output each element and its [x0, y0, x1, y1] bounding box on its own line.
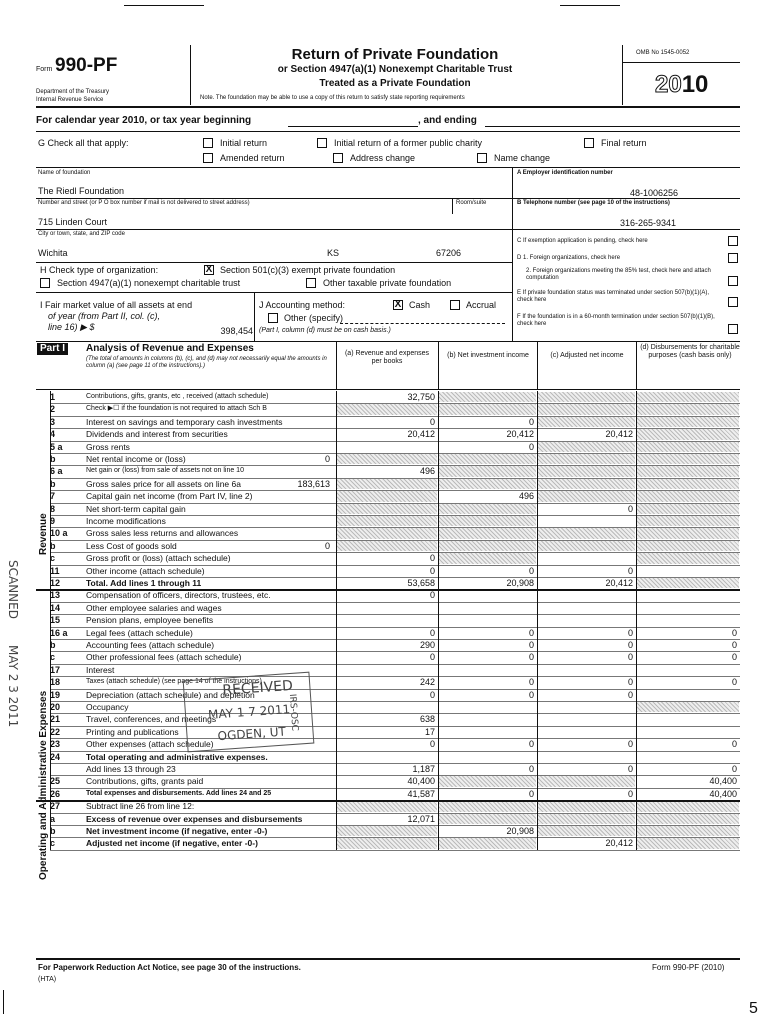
cell-col-b: 0 — [528, 739, 534, 750]
shaded-cell — [637, 429, 739, 439]
row-line-number: b — [50, 454, 56, 464]
shaded-cell — [337, 404, 437, 414]
h-4947-label: Section 4947(a)(1) nonexempt charitable trust — [57, 278, 241, 288]
row-description: Subtract line 26 from line 12: — [86, 801, 195, 812]
cell-col-b: 0 — [528, 764, 534, 774]
part1-title-note: (The total of amounts in columns (b), (c), and (d) may not necessarily equal the amounts in column (a) (see page 11 of the instructions).) — [86, 356, 327, 369]
shaded-cell — [637, 528, 739, 538]
amended-return-checkbox[interactable] — [203, 153, 213, 163]
row-description: Total expenses and disbursements. Add lines 24 and 25 — [86, 789, 272, 797]
amended-return-label: Amended return — [220, 153, 285, 163]
street-value: 715 Linden Court — [38, 217, 108, 227]
cell-col-a: 0 — [429, 739, 435, 750]
cell-col-a: 12,071 — [407, 813, 435, 824]
cell-col-d: 40,400 — [709, 776, 737, 787]
row-line-number: 11 — [50, 565, 60, 576]
j-other-label: Other (specify) — [284, 313, 344, 323]
cell-col-a: 32,750 — [407, 392, 435, 402]
row-description: Other professional fees (attach schedule) — [86, 652, 242, 663]
part1-title: Analysis of Revenue and Expenses — [86, 343, 254, 354]
dept-line1: Department of the Treasury — [36, 89, 110, 95]
i-value: 398,454 — [220, 326, 253, 336]
shaded-cell — [439, 404, 536, 414]
shaded-cell — [637, 442, 739, 452]
row-line-number: 16 a — [50, 627, 68, 638]
row-description: Depreciation (attach schedule) and depletion — [86, 689, 255, 700]
shaded-cell — [439, 454, 536, 464]
and-ending-label: , and ending — [418, 115, 477, 126]
h-501c3-checkbox[interactable]: X — [205, 264, 213, 275]
shaded-cell — [637, 404, 739, 414]
cell-col-d: 0 — [731, 640, 737, 650]
phone-label: B Telephone number (see page 10 of the instructions) — [517, 200, 670, 206]
row-description: Other employee salaries and wages — [86, 602, 222, 613]
row-line-number: c — [50, 652, 56, 663]
row-description: Add lines 13 through 23 — [86, 764, 176, 774]
row-description: Gross rents — [86, 441, 130, 452]
tax-year: 2010 — [655, 71, 709, 98]
cell-col-c: 0 — [627, 503, 633, 514]
col-c-header: (c) Adjusted net income — [550, 352, 624, 359]
row-description: Net gain or (loss) from sale of assets not on line 10 — [86, 467, 244, 475]
shaded-cell — [337, 541, 437, 551]
shaded-cell — [439, 776, 536, 786]
shaded-cell — [439, 466, 536, 476]
shaded-cell — [337, 826, 437, 836]
shaded-cell — [439, 801, 536, 811]
initial-former-checkbox[interactable] — [317, 138, 327, 148]
shaded-cell — [637, 702, 739, 712]
foundation-name: The Riedl Foundation — [38, 186, 125, 196]
cell-col-a: 638 — [419, 714, 435, 725]
row-line-number: b — [50, 540, 56, 551]
row-line-number: 17 — [50, 664, 61, 675]
shaded-cell — [637, 417, 739, 427]
j-other-checkbox[interactable] — [268, 313, 278, 323]
cell-col-a: 496 — [419, 466, 435, 477]
cell-col-a: 0 — [429, 565, 435, 576]
cell-col-a: 17 — [424, 726, 435, 737]
shaded-cell — [538, 392, 635, 402]
row-line-number: 23 — [50, 739, 61, 750]
shaded-cell — [538, 814, 635, 824]
row-line-number: 27 — [50, 801, 61, 812]
row-description: Contributions, gifts, grants paid — [86, 776, 204, 787]
row-line-number: 20 — [50, 702, 61, 712]
cell-col-a: 41,587 — [407, 788, 435, 799]
cell-col-b: 0 — [528, 416, 534, 427]
shaded-cell — [637, 491, 739, 501]
row-description: Interest — [86, 664, 115, 675]
row-line-number: a — [50, 813, 56, 824]
name-change-label: Name change — [494, 153, 551, 163]
row-line-number: 18 — [50, 677, 61, 688]
shaded-cell — [637, 826, 739, 836]
row-line-number: b — [50, 640, 56, 650]
row-line-number: 26 — [50, 788, 61, 799]
ein-label: A Employer identification number — [517, 170, 613, 176]
shaded-cell — [538, 466, 635, 476]
cell-col-b: 20,908 — [506, 578, 534, 588]
cell-col-b: 0 — [528, 441, 534, 452]
form-subtitle1: or Section 4947(a)(1) Nonexempt Charitable Trust — [277, 64, 513, 75]
col-d-header: (d) Disbursements for charitable purposes (cash basis only) — [640, 344, 740, 359]
cell-col-b: 0 — [528, 627, 534, 638]
row-description: Dividends and interest from securities — [86, 429, 228, 440]
row-line-number: b — [50, 826, 56, 836]
row-description: Gross sales price for all assets on line 6a — [86, 478, 241, 489]
cell-col-a: 242 — [419, 677, 435, 688]
cell-col-c: 20,412 — [605, 578, 633, 588]
j-accrual-checkbox[interactable] — [450, 300, 460, 310]
cell-col-c: 0 — [627, 788, 633, 799]
form-note: Note. The foundation may be able to use a copy of this return to satisfy state reporting requirements — [200, 95, 465, 101]
received-stamp: RECEIVED MAY 1 7 2011 OGDEN, UT IRS-OSC — [183, 672, 315, 753]
row-line-number: c — [50, 553, 56, 564]
j-cash-checkbox[interactable]: X — [394, 299, 402, 310]
row-description: Income modifications — [86, 516, 166, 526]
c-checkbox[interactable] — [728, 236, 738, 246]
row-line-number: b — [50, 478, 56, 489]
row-description: Other income (attach schedule) — [86, 565, 205, 576]
cell-col-c: 20,412 — [605, 429, 633, 440]
cell-col-c: 0 — [627, 689, 633, 700]
row-description: Total. Add lines 1 through 11 — [86, 578, 202, 588]
form-number: 990-PF — [55, 55, 118, 76]
shaded-cell — [439, 814, 536, 824]
zip-value: 67206 — [436, 248, 462, 258]
form-title: Return of Private Foundation — [291, 46, 499, 63]
col-a-header: (a) Revenue and expenses per books — [344, 350, 430, 365]
h-label: H Check type of organization: — [40, 265, 159, 275]
cell-col-b: 0 — [528, 689, 534, 700]
footer-hta: (HTA) — [38, 976, 57, 983]
shaded-cell — [337, 504, 437, 514]
row-description: Net investment income (if negative, enter -0-) — [86, 826, 268, 836]
shaded-cell — [637, 541, 739, 551]
shaded-cell — [637, 838, 739, 848]
cell-col-c: 0 — [627, 565, 633, 576]
check-g-label: G Check all that apply: — [38, 138, 129, 148]
d1-label: D 1. Foreign organizations, check here — [517, 255, 621, 261]
shaded-cell — [637, 392, 739, 402]
row-description: Pension plans, employee benefits — [86, 615, 214, 626]
inline-subvalue: 0 — [324, 454, 330, 464]
shaded-cell — [538, 528, 635, 538]
cell-col-a: 0 — [429, 689, 435, 700]
cell-col-a: 0 — [429, 627, 435, 638]
cell-col-a: 53,658 — [407, 578, 435, 588]
cell-col-c: 0 — [627, 627, 633, 638]
initial-return-label: Initial return — [220, 138, 268, 148]
cell-col-d: 0 — [731, 739, 737, 750]
cell-col-c: 0 — [627, 640, 633, 650]
row-description: Less Cost of goods sold — [86, 540, 177, 551]
shaded-cell — [439, 528, 536, 538]
side-expenses-label: Operating and Administrative Expenses — [38, 690, 49, 880]
shaded-cell — [337, 516, 437, 526]
cell-col-c: 20,412 — [605, 838, 633, 849]
row-description: Travel, conferences, and meetings — [86, 714, 217, 725]
shaded-cell — [538, 541, 635, 551]
address-change-checkbox[interactable] — [333, 153, 343, 163]
shaded-cell — [439, 392, 536, 402]
state-value: KS — [327, 248, 340, 258]
cell-col-b: 0 — [528, 565, 534, 576]
page-mark: 5 — [749, 1000, 758, 1017]
footer-form-label: Form 990-PF (2010) — [652, 963, 725, 972]
shaded-cell — [538, 442, 635, 452]
shaded-cell — [538, 801, 635, 811]
row-description: Net rental income or (loss) — [86, 454, 186, 464]
shaded-cell — [439, 541, 536, 551]
row-description: Contributions, gifts, grants, etc , received (attach schedule) — [86, 393, 269, 400]
dept-line2: Internal Revenue Service — [36, 97, 104, 103]
cell-col-b: 0 — [528, 788, 534, 799]
row-line-number: 3 — [50, 416, 56, 427]
final-return-checkbox[interactable] — [584, 138, 594, 148]
row-line-number: 19 — [50, 689, 61, 700]
cell-col-c: 0 — [627, 764, 633, 774]
j-note: (Part I, column (d) must be on cash basis.) — [259, 327, 391, 334]
row-line-number: 8 — [50, 503, 56, 514]
f-label: F If the foundation is in a 60-month termination under section 507(b)(1)(B), check here — [517, 314, 715, 327]
cell-col-c: 0 — [627, 739, 633, 750]
shaded-cell — [637, 801, 739, 811]
street-label: Number and street (or P O box number if mail is not delivered to street address) — [38, 200, 250, 206]
cell-col-a: 0 — [429, 416, 435, 427]
cell-col-b: 20,908 — [506, 826, 534, 836]
shaded-cell — [337, 454, 437, 464]
shaded-cell — [637, 479, 739, 489]
d2-checkbox[interactable] — [728, 276, 738, 286]
row-line-number: c — [50, 838, 56, 849]
h-4947-checkbox[interactable] — [40, 278, 50, 288]
shaded-cell — [637, 504, 739, 514]
d1-checkbox[interactable] — [728, 253, 738, 263]
row-line-number: 6 a — [50, 466, 63, 477]
shaded-cell — [337, 528, 437, 538]
room-label: Room/suite — [456, 200, 487, 206]
row-description: Net short-term capital gain — [86, 503, 186, 514]
row-description: Total operating and administrative expenses. — [86, 751, 268, 762]
shaded-cell — [439, 516, 536, 526]
row-line-number: 1 — [50, 392, 56, 402]
cell-col-a: 290 — [419, 640, 435, 650]
cell-col-a: 0 — [429, 590, 435, 601]
shaded-cell — [439, 553, 536, 563]
row-description: Adjusted net income (if negative, enter -0-) — [86, 838, 258, 849]
e-label: E If private foundation status was terminated under section 507(b)(1)(A), check here — [517, 290, 710, 303]
row-description: Occupancy — [86, 702, 129, 712]
ein-value: 48-1006256 — [630, 188, 679, 198]
row-description: Accounting fees (attach schedule) — [86, 640, 215, 650]
cell-col-d: 40,400 — [709, 788, 737, 799]
cell-col-d: 0 — [731, 652, 737, 663]
side-scan-stamp: SCANNED — [6, 560, 20, 619]
cell-col-a: 20,412 — [407, 429, 435, 440]
form-label: Form — [36, 66, 53, 73]
h-other-checkbox[interactable] — [306, 278, 316, 288]
row-description: Gross sales less returns and allowances — [86, 528, 239, 539]
row-description: Printing and publications — [86, 726, 179, 737]
shaded-cell — [538, 479, 635, 489]
shaded-cell — [439, 838, 536, 848]
row-line-number: 7 — [50, 491, 56, 502]
cell-col-d: 0 — [731, 764, 737, 774]
shaded-cell — [337, 838, 437, 848]
part1-label: Part I — [37, 343, 68, 355]
i-label3: line 16) ▶ $ — [48, 322, 95, 332]
i-label1: I Fair market value of all assets at end — [40, 300, 193, 310]
h-501c3-label: Section 501(c)(3) exempt private foundation — [220, 265, 396, 275]
footer-paperwork-notice: For Paperwork Reduction Act Notice, see page 30 of the instructions. — [38, 963, 301, 972]
cell-col-d: 0 — [731, 677, 737, 688]
shaded-cell — [637, 553, 739, 563]
row-line-number: 24 — [50, 751, 61, 762]
initial-former-label: Initial return of a former public charity — [334, 138, 483, 148]
col-b-header: (b) Net investment income — [447, 352, 529, 359]
shaded-cell — [538, 826, 635, 836]
row-description: Other expenses (attach schedule) — [86, 739, 214, 750]
shaded-cell — [637, 578, 739, 588]
shaded-cell — [337, 801, 437, 811]
row-description: Gross profit or (loss) (attach schedule) — [86, 553, 231, 564]
row-line-number: 10 a — [50, 528, 68, 539]
h-other-label: Other taxable private foundation — [323, 278, 452, 288]
row-description: Capital gain net income (from Part IV, line 2) — [86, 491, 253, 502]
j-label: J Accounting method: — [259, 300, 346, 310]
cell-col-b: 0 — [528, 677, 534, 688]
side-revenue-label: Revenue — [38, 513, 49, 555]
row-line-number: 15 — [50, 615, 61, 626]
row-line-number: 9 — [50, 516, 56, 526]
f-checkbox[interactable] — [728, 324, 738, 334]
cell-col-a: 0 — [429, 553, 435, 564]
row-description: Interest on savings and temporary cash investments — [86, 416, 283, 427]
cell-col-b: 20,412 — [506, 429, 534, 440]
row-line-number: 25 — [50, 776, 61, 787]
row-description: Excess of revenue over expenses and disbursements — [86, 813, 303, 824]
row-line-number: 5 a — [50, 441, 63, 452]
cell-col-c: 0 — [627, 677, 633, 688]
cell-col-b: 0 — [528, 640, 534, 650]
j-cash-label: Cash — [409, 300, 431, 310]
cell-col-c: 0 — [627, 652, 633, 663]
form-subtitle2: Treated as a Private Foundation — [319, 78, 471, 89]
c-label: C If exemption application is pending, check here — [517, 238, 648, 244]
shaded-cell — [538, 776, 635, 786]
row-line-number: 4 — [50, 429, 56, 440]
phone-value: 316-265-9341 — [620, 218, 677, 228]
cell-col-d: 0 — [731, 627, 737, 638]
foundation-name-label: Name of foundation — [38, 170, 91, 176]
d2-label: 2. Foreign organizations meeting the 85% test, check here and attach computation — [526, 268, 711, 281]
shaded-cell — [637, 466, 739, 476]
i-label2: of year (from Part II, col. (c), — [48, 311, 161, 321]
side-date-stamp: MAY 2 3 2011 — [6, 645, 20, 728]
shaded-cell — [538, 417, 635, 427]
cell-col-a: 1,187 — [412, 764, 435, 774]
row-description: Compensation of officers, directors, trustees, etc. — [86, 590, 271, 601]
shaded-cell — [538, 491, 635, 501]
cell-col-b: 0 — [528, 652, 534, 663]
row-line-number: 14 — [50, 602, 61, 613]
shaded-cell — [538, 454, 635, 464]
e-checkbox[interactable] — [728, 297, 738, 307]
shaded-cell — [538, 404, 635, 414]
j-accrual-label: Accrual — [466, 300, 497, 310]
shaded-cell — [439, 479, 536, 489]
inline-subvalue: 183,613 — [297, 478, 330, 489]
shaded-cell — [637, 454, 739, 464]
cell-col-b: 496 — [518, 491, 534, 502]
row-line-number: 13 — [50, 590, 61, 601]
row-line-number: 22 — [50, 726, 61, 737]
shaded-cell — [637, 516, 739, 526]
calendar-year-line: For calendar year 2010, or tax year beginning — [36, 115, 252, 126]
row-description: Check ▶☐ if the foundation is not required to attach Sch B — [86, 405, 267, 413]
inline-subvalue: 0 — [324, 540, 330, 551]
row-line-number: 12 — [50, 578, 61, 588]
shaded-cell — [337, 479, 437, 489]
shaded-cell — [337, 491, 437, 501]
initial-return-checkbox[interactable] — [203, 138, 213, 148]
address-change-label: Address change — [350, 153, 416, 163]
cell-col-a: 40,400 — [407, 776, 435, 787]
shaded-cell — [637, 814, 739, 824]
row-description: Taxes (attach schedule) (see page 14 of the instructions) — [86, 678, 262, 686]
row-line-number: 21 — [50, 714, 61, 725]
cell-col-a: 0 — [429, 652, 435, 663]
row-description: Legal fees (attach schedule) — [86, 627, 193, 638]
city-value: Wichita — [38, 248, 68, 258]
city-label: City or town, state, and ZIP code — [38, 231, 125, 237]
omb-number: OMB No 1545-0052 — [636, 50, 690, 56]
name-change-checkbox[interactable] — [477, 153, 487, 163]
row-line-number: 2 — [50, 404, 56, 415]
final-return-label: Final return — [601, 138, 647, 148]
shaded-cell — [439, 504, 536, 514]
